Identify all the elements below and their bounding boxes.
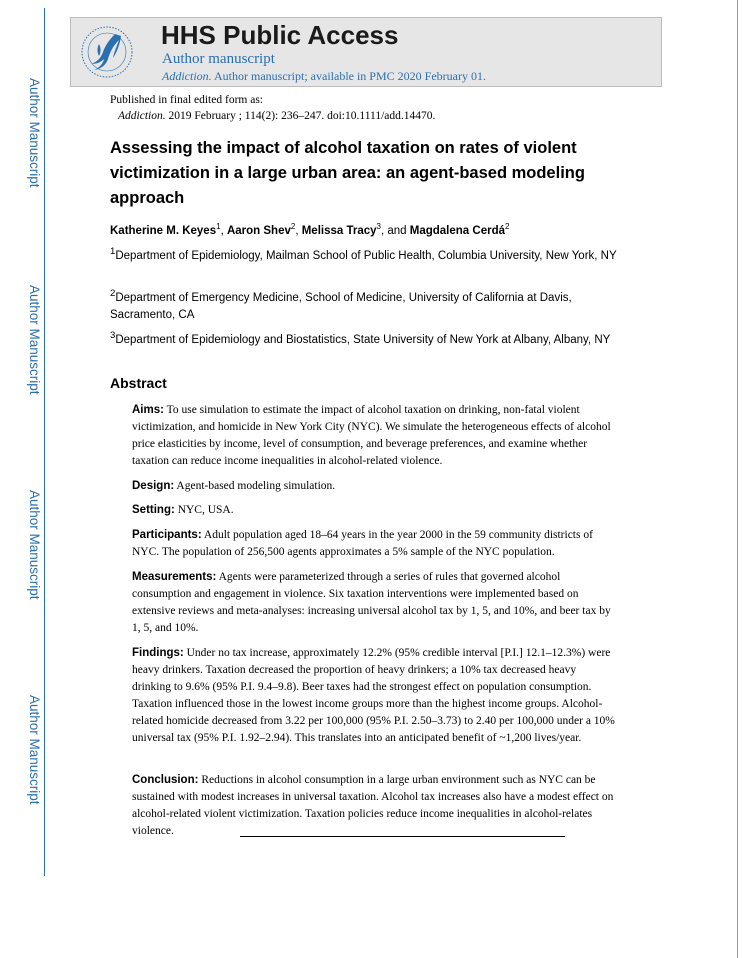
abstract-conclusion: Conclusion: Reductions in alcohol consumption in a large urban environment such as NYC can be sustained with modest increases in universal taxation. Alcohol tax increases also have a modest effect on alcohol-related violent victimization. Taxation policies reduce income inequalities in alcohol-relates violence. — [132, 774, 614, 837]
abstract-measurements: Measurements: Agents were parameterized through a series of rules that governed alcohol consumption and engagement in violence. Six taxation interventions were implemented based on extensive reviews and meta-analyses: increasing universal alcohol tax by 1, 5, and 10%, and beer tax by 1, 5, and 10%. — [132, 571, 611, 634]
side-label-1: Author Manuscript — [27, 78, 42, 188]
side-label-3: Author Manuscript — [27, 490, 42, 600]
publication-info — [110, 92, 435, 124]
abstract-participants: Participants: Adult population aged 18–64 years in the year 2000 in the 59 community districts of NYC. The population of 256,500 agents approximates a 5% sample of the NYC population. — [132, 529, 593, 558]
affiliation-3: $^3$Department of Epidemiology and Biostatistics, State University of New York at Albany, Albany, NY — [110, 330, 611, 346]
side-label-4: Author Manuscript — [27, 695, 42, 805]
side-label-2: Author Manuscript — [27, 285, 42, 395]
author-name: Magdalena Cerdá — [409, 224, 505, 237]
abstract-findings: Findings: Under no tax increase, approximately 12.2% (95% credible interval [P.I.] 12.1–12.3%) were heavy drinkers. Taxation decreased the proportion of heavy drinkers; a 10% tax decreased heavy drinking to 9.6% (95% P.I. 9.4–9.8). Beer taxes had the strongest effect on population consumption. Taxation influenced those in the lowest income groups more than the highest income groups. Alcohol-related homicide decreased from 3.22 per 100,000 (95% P.I. 2.50–3.73) to 2.40 per 100,000 under a 10% universal tax (95% P.I. 1.92–2.94). This translates into an anticipated benefit of ~1,200 lives/year. — [132, 647, 615, 744]
abstract-setting: Setting: NYC, USA. — [132, 504, 234, 516]
abstract-aims: Aims: To use simulation to estimate the impact of alcohol taxation on drinking, non-fatal violent victimization, and homicide in New York City (NYC). We simulate the heterogeneous effects of alcohol price elasticities by income, level of consumption, and beverage preferences, and examine whether taxation can reduce income inequalities in alcohol-related violence. — [132, 404, 611, 467]
article-title: Assessing the impact of alcohol taxation on rates of violent victimization in a large urban area: an agent-based modeling approach — [110, 139, 585, 207]
hhs-header — [70, 17, 662, 87]
publication-label: Published in final edited form as: — [110, 94, 263, 106]
affiliation-1: $^1$Department of Epidemiology, Mailman School of Public Health, Columbia University, New York, NY — [110, 246, 617, 262]
footnote-rule — [240, 836, 565, 837]
hhs-availability: Addiction. Author manuscript; available in PMC 2020 February 01. — [162, 69, 486, 83]
gutter-rule — [44, 8, 45, 876]
publication-citation: Addiction. 2019 February ; 114(2): 236–247. doi:10.1111/add.14470. — [118, 110, 436, 122]
abstract-heading: Abstract — [110, 375, 167, 391]
author-list: Katherine M. Keyes$^1$, Aaron Shev$^2$, Melissa Tracy$^3$, and Magdalena Cerdá$^2$ — [110, 222, 510, 237]
hhs-subtitle: Author manuscript — [162, 51, 275, 67]
author-name: Melissa Tracy — [301, 224, 377, 237]
hhs-eagle-logo-icon — [79, 24, 135, 80]
author-name: Katherine M. Keyes — [110, 224, 217, 237]
affiliation-2: $^2$Department of Emergency Medicine, School of Medicine, University of California at Davis, Sacramento, CA — [110, 288, 572, 321]
abstract-design: Design: Agent-based modeling simulation. — [132, 480, 336, 492]
author-name: Aaron Shev — [226, 224, 291, 237]
hhs-title: HHS Public Access — [161, 20, 399, 50]
